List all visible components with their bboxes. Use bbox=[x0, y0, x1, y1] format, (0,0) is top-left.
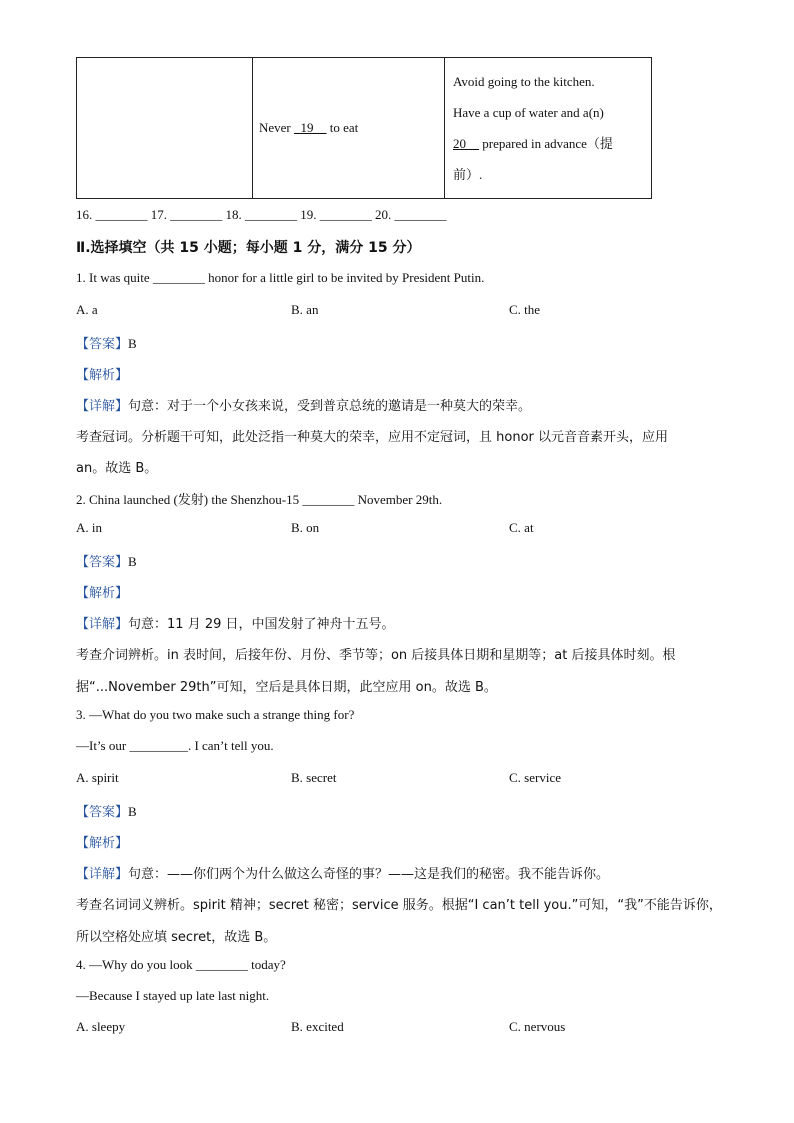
advice-line-3: 20__ prepared in advance（提 bbox=[453, 136, 613, 151]
advice-line-1: Avoid going to the kitchen. bbox=[453, 74, 595, 89]
option-c: C. service bbox=[509, 770, 561, 785]
answer-value: B bbox=[128, 336, 137, 351]
option-b: B. excited bbox=[291, 1019, 344, 1034]
explain-line: 考查介词辨析。in 表时间，后接年份、月份、季节等；on 后接具体日期和星期等；at 后接具体时刻。根 bbox=[76, 648, 676, 663]
option-a: A. spirit bbox=[76, 770, 119, 785]
option-a: A. sleepy bbox=[76, 1019, 126, 1034]
never-prefix: Never bbox=[259, 120, 295, 135]
option-b: B. on bbox=[291, 520, 320, 535]
detail-label: 【详解】 bbox=[76, 399, 129, 414]
advice-line-2: Have a cup of water and a(n) bbox=[453, 105, 604, 120]
answer-label: 【答案】 bbox=[76, 555, 129, 570]
answer-label: 【答案】 bbox=[76, 337, 129, 352]
table-cell-never bbox=[253, 58, 445, 199]
explain-line: 考查冠词。分析题干可知，此处泛指一种莫大的荣幸，应用不定冠词，且 honor 以元音音素开头，应用 bbox=[76, 430, 668, 445]
advice-line-4: 前）. bbox=[453, 167, 483, 182]
blank-19: _19__ bbox=[294, 120, 327, 135]
detail-label: 【详解】 bbox=[76, 617, 129, 632]
answer-blanks-line: 16. ________ 17. ________ 18. ________ 19. ________ 20. ________ bbox=[76, 207, 447, 222]
option-c: C. nervous bbox=[509, 1019, 566, 1034]
option-a: A. a bbox=[76, 302, 98, 317]
detail-text: 句意：——你们两个为什么做这么奇怪的事？——这是我们的秘密。我不能告诉你。 bbox=[128, 867, 610, 882]
answer-value: B bbox=[128, 554, 137, 569]
question-stem: 1. It was quite ________ honor for a little girl to be invited by President Putin. bbox=[76, 270, 485, 285]
explain-line: 所以空格处应填 secret，故选 B。 bbox=[76, 930, 277, 945]
detail-text: 句意：对于一个小女孩来说，受到普京总统的邀请是一种莫大的荣幸。 bbox=[128, 399, 532, 414]
question-stem: —It’s our _________. I can’t tell you. bbox=[76, 738, 274, 753]
section-title: Ⅱ.选择填空（共 15 小题；每小题 1 分，满分 15 分） bbox=[76, 240, 421, 256]
explain-line: 据“...November 29th”可知，空后是具体日期，此空应用 on。故选 B。 bbox=[76, 680, 497, 695]
explain-line: 考查名词词义辨析。spirit 精神；secret 秘密；service 服务。根据“I can’t tell you.”可知，“我”不能告诉你， bbox=[76, 898, 722, 913]
option-c: C. at bbox=[509, 520, 534, 535]
question-stem: —Because I stayed up late last night. bbox=[76, 988, 270, 1003]
analysis-label: 【解析】 bbox=[76, 586, 129, 601]
detail-label: 【详解】 bbox=[76, 867, 129, 882]
option-a: A. in bbox=[76, 520, 102, 535]
blank-20: 20__ bbox=[453, 136, 479, 151]
answer-value: B bbox=[128, 804, 137, 819]
analysis-label: 【解析】 bbox=[76, 836, 129, 851]
never-suffix: to eat bbox=[326, 120, 359, 135]
detail-text: 句意：11 月 29 日，中国发射了神舟十五号。 bbox=[128, 617, 395, 632]
table-cell-empty bbox=[77, 58, 253, 199]
option-b: B. an bbox=[291, 302, 319, 317]
option-c: C. the bbox=[509, 302, 541, 317]
explain-line: an。故选 B。 bbox=[76, 461, 158, 476]
analysis-label: 【解析】 bbox=[76, 368, 129, 383]
question-stem: 2. China launched (发射) the Shenzhou-15 ________ November 29th. bbox=[76, 492, 443, 507]
table-cell-advice bbox=[445, 58, 652, 199]
question-stem: 3. —What do you two make such a strange thing for? bbox=[76, 707, 355, 722]
plan-table bbox=[76, 57, 652, 199]
option-b: B. secret bbox=[291, 770, 337, 785]
answer-label: 【答案】 bbox=[76, 805, 129, 820]
question-stem: 4. —Why do you look ________ today? bbox=[76, 957, 286, 972]
